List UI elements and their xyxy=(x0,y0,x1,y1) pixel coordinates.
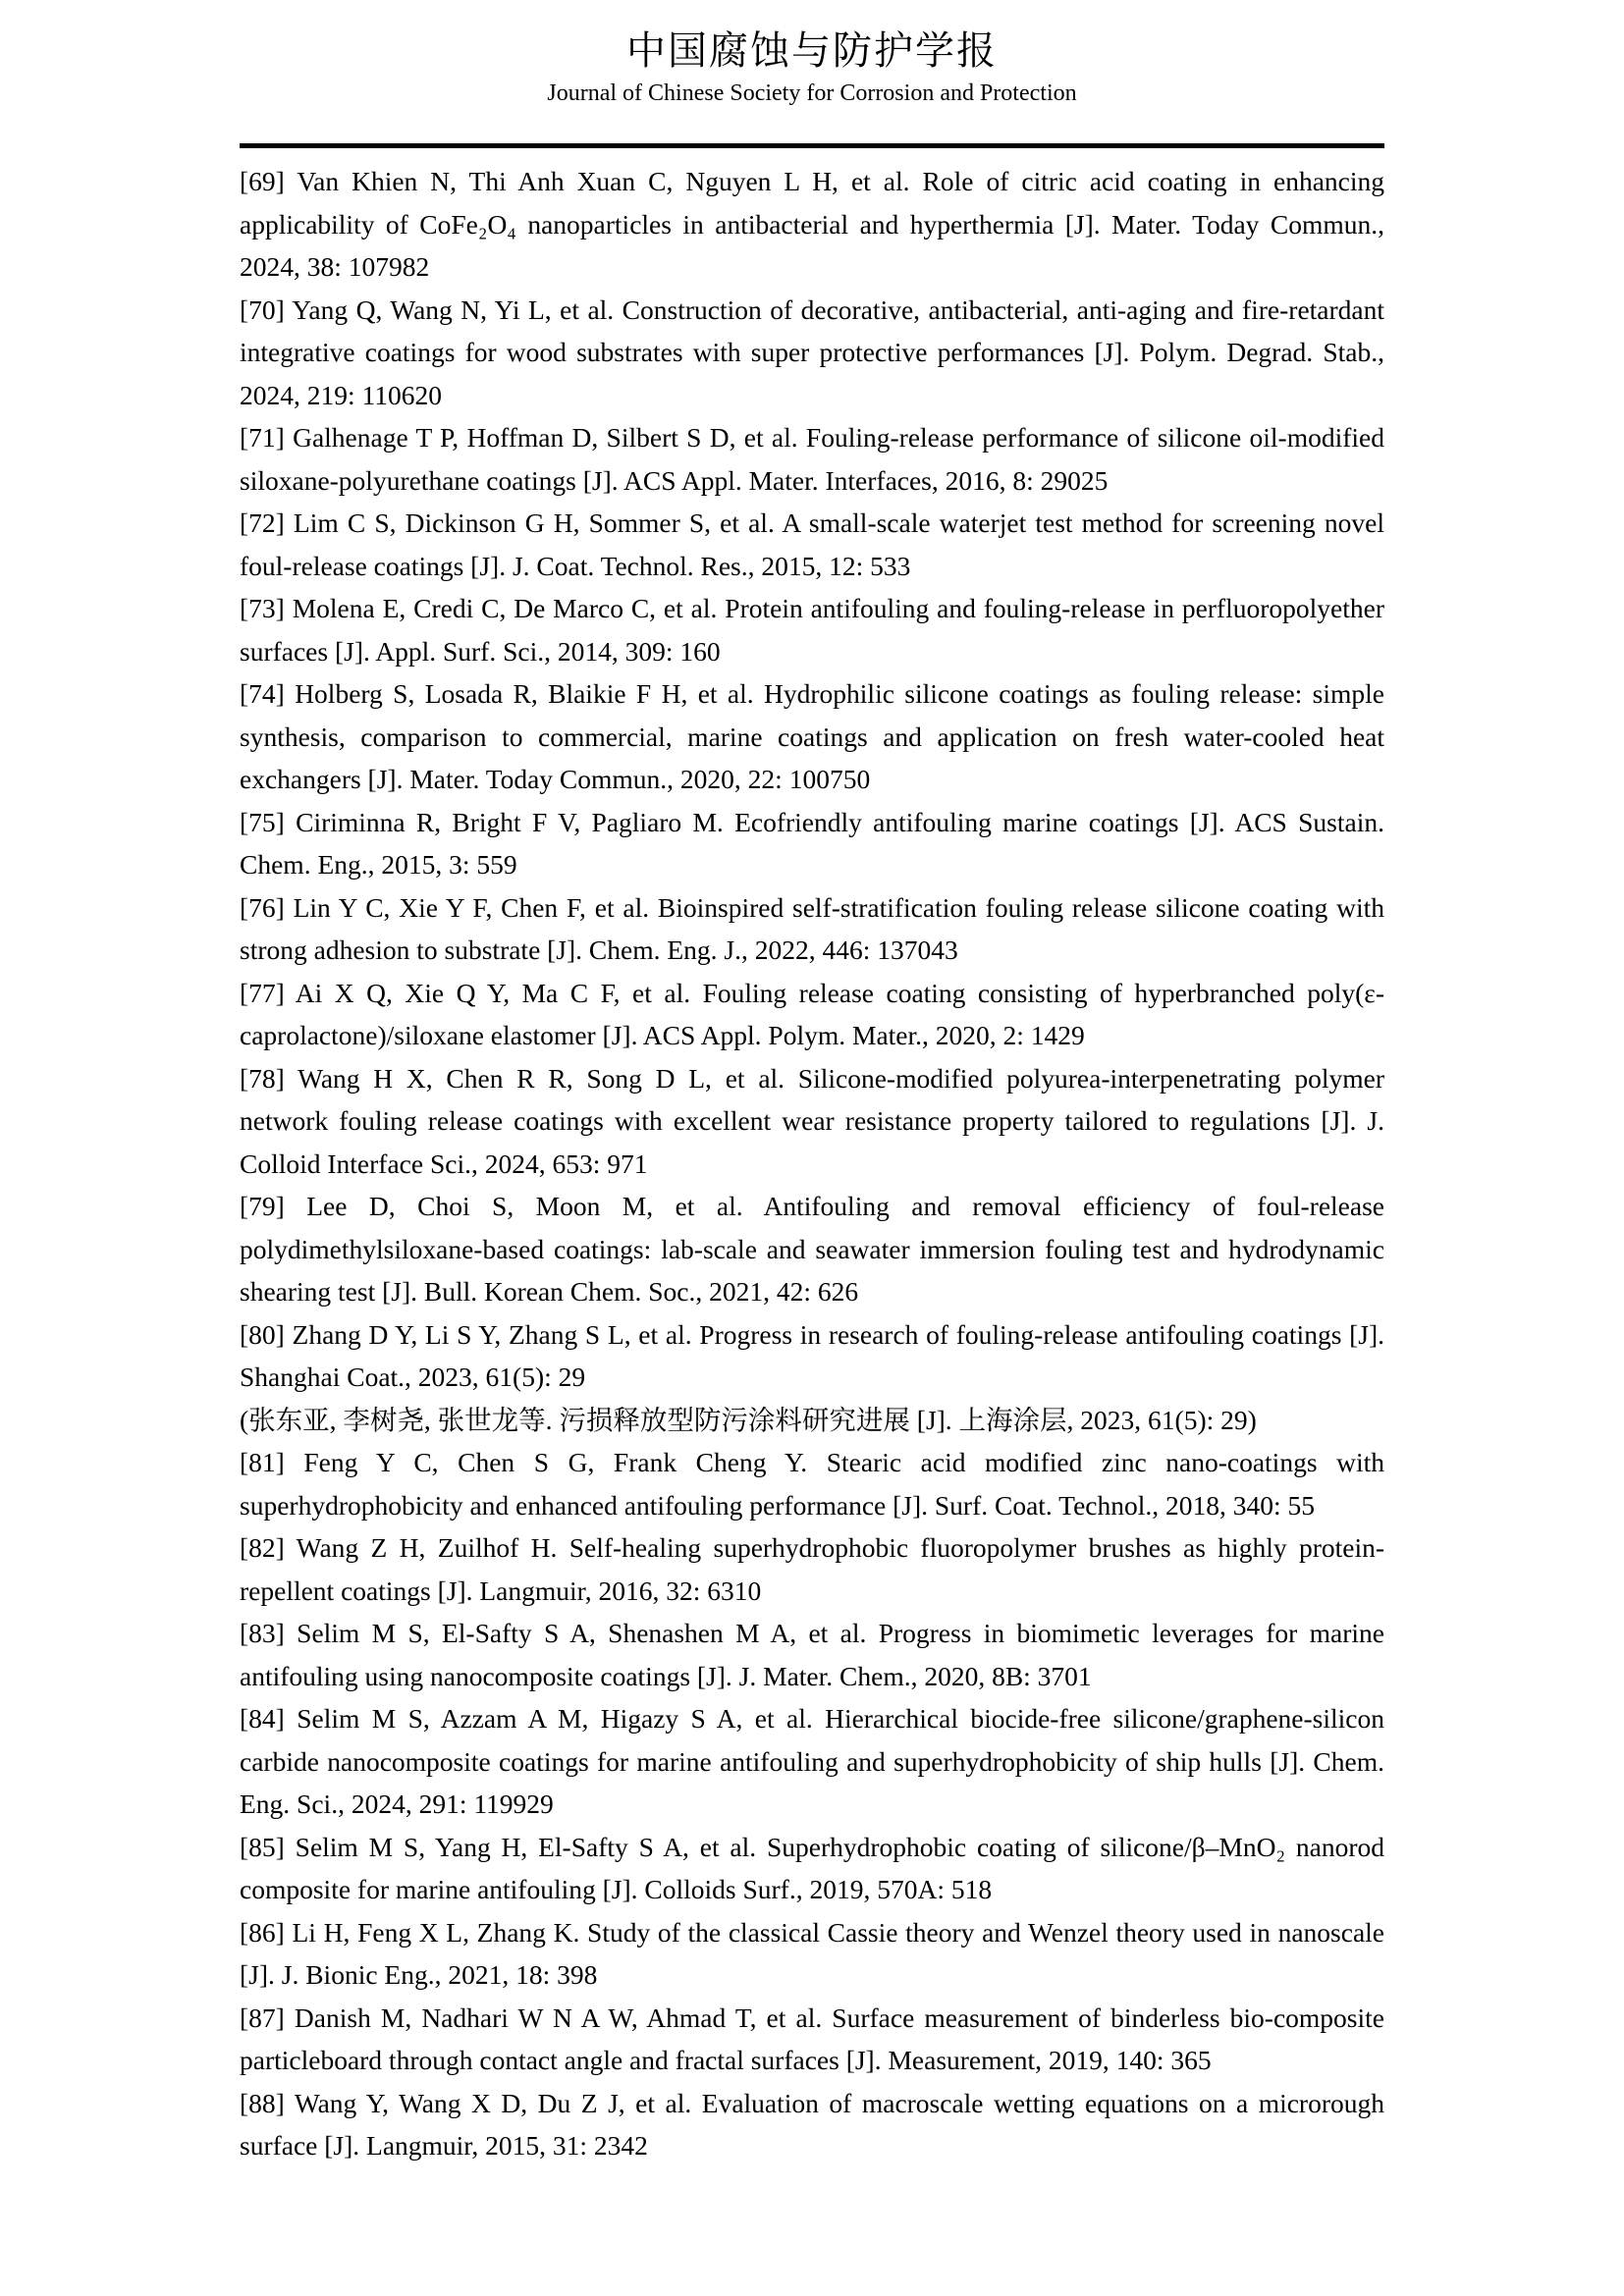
reference-item: [83] Selim M S, El-Safty S A, Shenashen M A, et al. Progress in biomimetic leverages for marine antifouling using nanocomposite coatings [J]. J. Mater. Chem., 2020, 8B: 3701 xyxy=(240,1618,1384,1691)
references-list xyxy=(240,160,1384,2167)
reference-item: [81] Feng Y C, Chen S G, Frank Cheng Y. Stearic acid modified zinc nano-coatings with superhydrophobicity and enhanced antifouling performance [J]. Surf. Coat. Technol., 2018, 340: 55 xyxy=(240,1447,1384,1521)
reference-item: [72] Lim C S, Dickinson G H, Sommer S, et al. A small-scale waterjet test method for screening novel foul-release coatings [J]. J. Coat. Technol. Res., 2015, 12: 533 xyxy=(240,507,1384,581)
reference-item: [75] Ciriminna R, Bright F V, Pagliaro M. Ecofriendly antifouling marine coatings [J]. ACS Sustain. Chem. Eng., 2015, 3: 559 xyxy=(240,806,1384,880)
reference-item: [69] Van Khien N, Thi Anh Xuan C, Nguyen L H, et al. Role of citric acid coating in enhancing applicability of CoFe₂O₄ nanoparticles in antibacterial and hyperthermia [J]. Mater. Today Commun., 2024, 38: 107982 xyxy=(240,166,1384,282)
reference-item: [87] Danish M, Nadhari W N A W, Ahmad T, et al. Surface measurement of binderless bio-composite particleboard through contact angle and fractal surfaces [J]. Measurement, 2019, 140: 365 xyxy=(240,2002,1384,2075)
reference-item: [85] Selim M S, Yang H, El-Safty S A, et al. Superhydrophobic coating of silicone/β–MnO₂ nanorod composite for marine antifouling [J]. Colloids Surf., 2019, 570A: 518 xyxy=(240,1831,1384,1904)
reference-item: [82] Wang Z H, Zuilhof H. Self-healing superhydrophobic fluoropolymer brushes as highly protein-repellent coatings [J]. Langmuir, 2016, 32: 6310 xyxy=(240,1532,1384,1606)
reference-item: [86] Li H, Feng X L, Zhang K. Study of the classical Cassie theory and Wenzel theory used in nanoscale [J]. J. Bionic Eng., 2021, 18: 398 xyxy=(240,1916,1384,1990)
reference-item: [73] Molena E, Credi C, De Marco C, et al. Protein antifouling and fouling-release in perfluoropolyether surfaces [J]. Appl. Surf. Sci., 2014, 309: 160 xyxy=(240,593,1384,667)
reference-item-chinese-translation: (张东亚, 李树尧, 张世龙等. 污损释放型防污涂料研究进展 [J]. 上海涂层, 2023, 61(5): 29) xyxy=(240,1404,1257,1435)
reference-item: [74] Holberg S, Losada R, Blaikie F H, et al. Hydrophilic silicone coatings as fouling release: simple synthesis, comparison to commercial, marine coatings and application on fresh water-cooled heat exchangers [J]. Mater. Today Commun., 2020, 22: 100750 xyxy=(240,678,1384,794)
reference-item: [79] Lee D, Choi S, Moon M, et al. Antifouling and removal efficiency of foul-release polydimethylsiloxane-based coatings: lab-scale and seawater immersion fouling test and hydrodynamic shearing test [J]. Bull. Korean Chem. Soc., 2021, 42: 626 xyxy=(240,1191,1384,1307)
reference-item: [76] Lin Y C, Xie Y F, Chen F, et al. Bioinspired self-stratification fouling release silicone coating with strong adhesion to substrate [J]. Chem. Eng. J., 2022, 446: 137043 xyxy=(240,891,1384,965)
reference-item: [77] Ai X Q, Xie Q Y, Ma C F, et al. Fouling release coating consisting of hyperbranched poly(ε-caprolactone)/siloxane elastomer [J]. ACS Appl. Polym. Mater., 2020, 2: 1429 xyxy=(240,977,1384,1050)
journal-header xyxy=(240,0,1384,148)
reference-item: [71] Galhenage T P, Hoffman D, Silbert S D, et al. Fouling-release performance of silicone oil-modified siloxane-polyurethane coatings [J]. ACS Appl. Mater. Interfaces, 2016, 8: 29025 xyxy=(240,422,1384,496)
header-rule xyxy=(240,143,1384,148)
page-content xyxy=(240,0,1384,2167)
reference-item: [84] Selim M S, Azzam A M, Higazy S A, et al. Hierarchical biocide-free silicone/graphene-silicon carbide nanocomposite coatings for marine antifouling and superhydrophobicity of ship hulls [J]. Chem. Eng. Sci., 2024, 291: 119929 xyxy=(240,1703,1384,1819)
journal-title-chinese: 中国腐蚀与防护学报 xyxy=(626,28,998,73)
reference-item: [80] Zhang D Y, Li S Y, Zhang S L, et al. Progress in research of fouling-release antifouling coatings [J]. Shanghai Coat., 2023, 61(5): 29 xyxy=(240,1318,1384,1392)
journal-title-english: Journal of Chinese Society for Corrosion and Protection xyxy=(547,80,1077,106)
reference-item: [78] Wang H X, Chen R R, Song D L, et al. Silicone-modified polyurea-interpenetrating polymer network fouling release coatings with excellent wear resistance property tailored to regulations [J]. J. Colloid Interface Sci., 2024, 653: 971 xyxy=(240,1062,1384,1179)
reference-item: [70] Yang Q, Wang N, Yi L, et al. Construction of decorative, antibacterial, anti-aging and fire-retardant integrative coatings for wood substrates with super protective performances [J]. Polym. Degrad. Stab., 2024, 219: 110620 xyxy=(240,294,1384,410)
reference-item: [88] Wang Y, Wang X D, Du Z J, et al. Evaluation of macroscale wetting equations on a microrough surface [J]. Langmuir, 2015, 31: 2342 xyxy=(240,2087,1384,2161)
